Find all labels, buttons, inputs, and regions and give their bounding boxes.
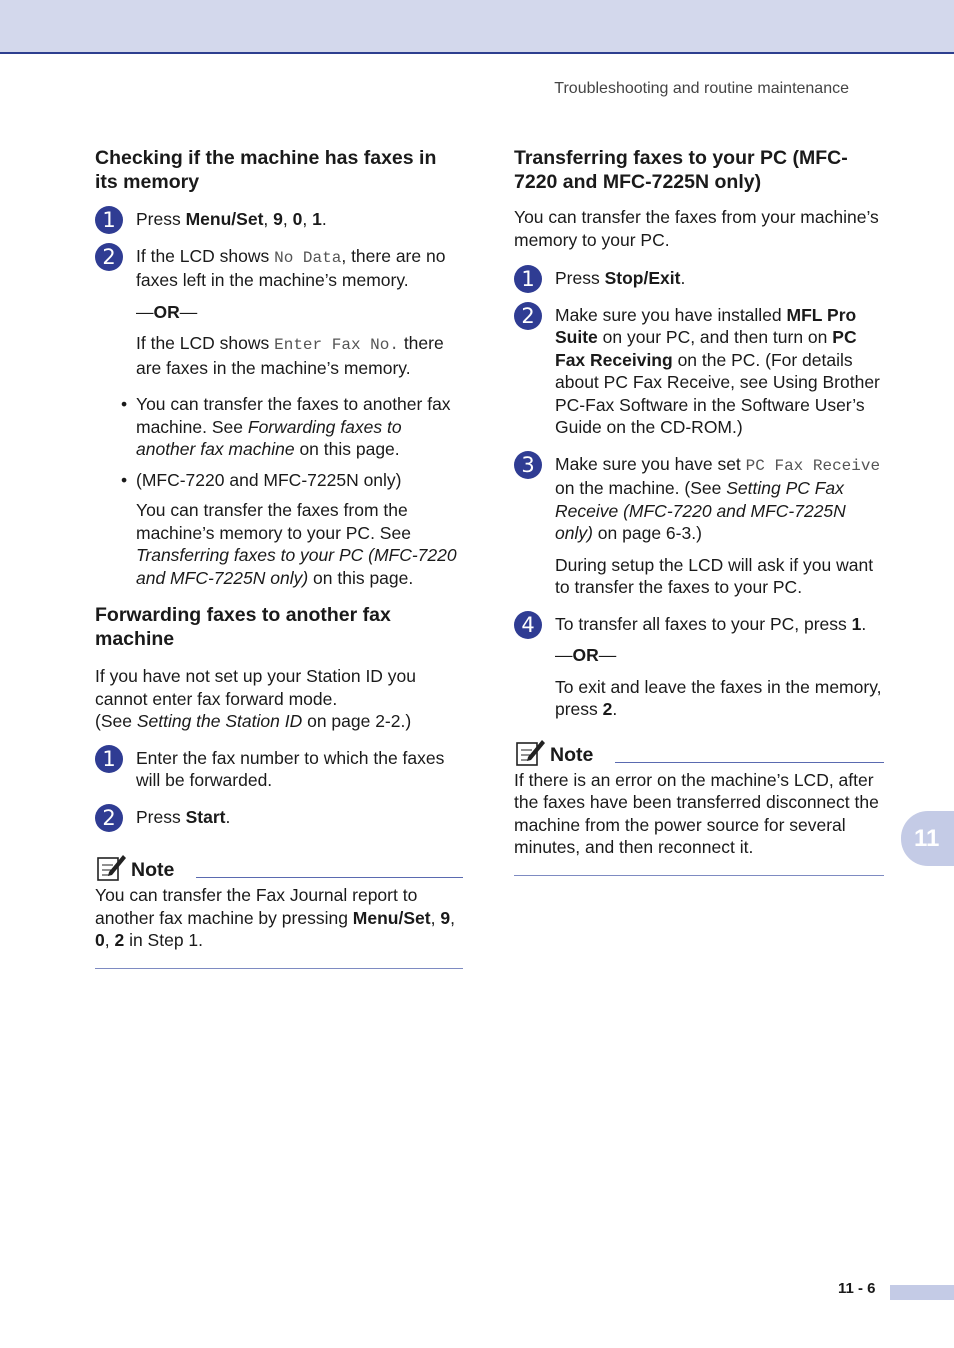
bullet-item: • (MFC-7220 and MFC-7225N only) bbox=[136, 469, 463, 492]
note-body: You can transfer the Fax Journal report to another fax machine by pressing Menu/Set, 9, 0, 2 in Step 1. bbox=[95, 885, 455, 950]
step-text-alt: To exit and leave the faxes in the memory, press 2. bbox=[555, 676, 882, 719]
top-banner bbox=[0, 0, 954, 54]
note-pencil-icon bbox=[514, 737, 546, 767]
step-3 bbox=[514, 453, 884, 599]
step-4 bbox=[514, 613, 884, 721]
step-1 bbox=[514, 267, 884, 290]
section-heading-checking-memory: Checking if the machine has faxes in its memory bbox=[95, 147, 437, 193]
step-number-badge: 2 bbox=[514, 302, 542, 330]
or-separator: —OR— bbox=[555, 645, 617, 665]
step-number-badge: 4 bbox=[514, 611, 542, 639]
step-text: Enter the fax number to which the faxes will be forwarded. bbox=[136, 747, 445, 790]
running-header: Troubleshooting and routine maintenance bbox=[554, 80, 849, 97]
step-number-badge: 3 bbox=[514, 451, 542, 479]
note-body: If there is an error on the machine’s LCD, after the faxes have been transferred disconnect the machine from the power source for several minutes, and then reconnect it. bbox=[514, 769, 879, 857]
chapter-tab: 11 bbox=[901, 811, 954, 866]
step-text: If the LCD shows No Data, there are no faxes left in the machine’s memory. bbox=[136, 245, 446, 290]
step-followup: During setup the LCD will ask if you want to transfer the faxes to your PC. bbox=[555, 554, 874, 597]
note-label: Note bbox=[131, 859, 175, 881]
paragraph: If you have not set up your Station ID you cannot enter fax forward mode. bbox=[95, 666, 417, 709]
section-heading-forwarding: Forwarding faxes to another fax machine bbox=[95, 604, 391, 650]
note-header bbox=[95, 850, 463, 882]
step-text-alt: If the LCD shows Enter Fax No. there are faxes in the machine’s memory. bbox=[136, 333, 444, 378]
footer-bar bbox=[890, 1285, 954, 1300]
step-text: Press Start. bbox=[136, 806, 231, 827]
cross-reference-link: Setting PC Fax Receive (MFC-7220 and MFC-7225N only) bbox=[555, 478, 846, 543]
or-separator: —OR— bbox=[136, 301, 198, 322]
step-number-badge: 2 bbox=[95, 243, 123, 271]
step-2 bbox=[514, 304, 884, 439]
note-label: Note bbox=[550, 743, 594, 766]
lcd-text: PC Fax Receive bbox=[745, 456, 881, 475]
note-bottom-rule bbox=[95, 968, 463, 969]
step-text: Make sure you have installed MFL Pro Suite on your PC, and then turn on PC Fax Receiving on the PC. (For details about PC Fax Receive, see Using Brother PC-Fax Software in the Software User’s Guide on the CD-ROM.) bbox=[555, 304, 880, 437]
paragraph: You can transfer the faxes from your machine’s memory to your PC. bbox=[514, 207, 879, 250]
step-text: To transfer all faxes to your PC, press 1. bbox=[555, 613, 867, 634]
note-header bbox=[514, 735, 884, 767]
left-column bbox=[95, 146, 463, 969]
step-number-badge: 1 bbox=[514, 265, 542, 293]
page-number: 11 - 6 bbox=[838, 1280, 876, 1297]
step-number-badge: 2 bbox=[95, 804, 123, 832]
bullet-paragraph: You can transfer the faxes from the machine’s memory to your PC. See Transferring faxes to your PC (MFC-7220 and MFC-7225N only) on this page. bbox=[136, 500, 457, 588]
step-number-badge: 1 bbox=[95, 206, 123, 234]
step-text: Make sure you have set PC Fax Receive on the machine. (See Setting PC Fax Receive (MFC-7220 and MFC-7225N only) on page 6-3.) bbox=[555, 453, 881, 543]
note-pencil-icon bbox=[95, 852, 127, 882]
cross-reference-link: Setting the Station ID bbox=[136, 711, 303, 731]
step-2 bbox=[95, 806, 463, 829]
step-1 bbox=[95, 208, 463, 231]
paragraph: (See Setting the Station ID on page 2-2.) bbox=[95, 711, 412, 731]
section-heading-transferring: Transferring faxes to your PC (MFC-7220 and MFC-7225N only) bbox=[514, 147, 848, 193]
cross-reference-link: Forwarding faxes to another fax machine bbox=[136, 416, 402, 459]
note-divider bbox=[196, 877, 463, 878]
lcd-text: Enter Fax No. bbox=[274, 336, 399, 354]
note-divider bbox=[615, 762, 884, 763]
note-bottom-rule bbox=[514, 875, 884, 876]
bullet-list bbox=[95, 393, 463, 491]
right-column bbox=[514, 146, 884, 876]
step-2 bbox=[95, 245, 463, 380]
lcd-text: No Data bbox=[274, 248, 342, 267]
cross-reference-link: Transferring faxes to your PC (MFC-7220 and MFC-7225N only) bbox=[136, 545, 457, 588]
step-text: Press Stop/Exit. bbox=[555, 268, 686, 288]
step-text: Press Menu/Set, 9, 0, 1. bbox=[136, 209, 327, 229]
step-1 bbox=[95, 747, 463, 792]
bullet-item: • You can transfer the faxes to another fax machine. See Forwarding faxes to another fax machine on this page. bbox=[136, 393, 463, 461]
step-number-badge: 1 bbox=[95, 745, 123, 773]
